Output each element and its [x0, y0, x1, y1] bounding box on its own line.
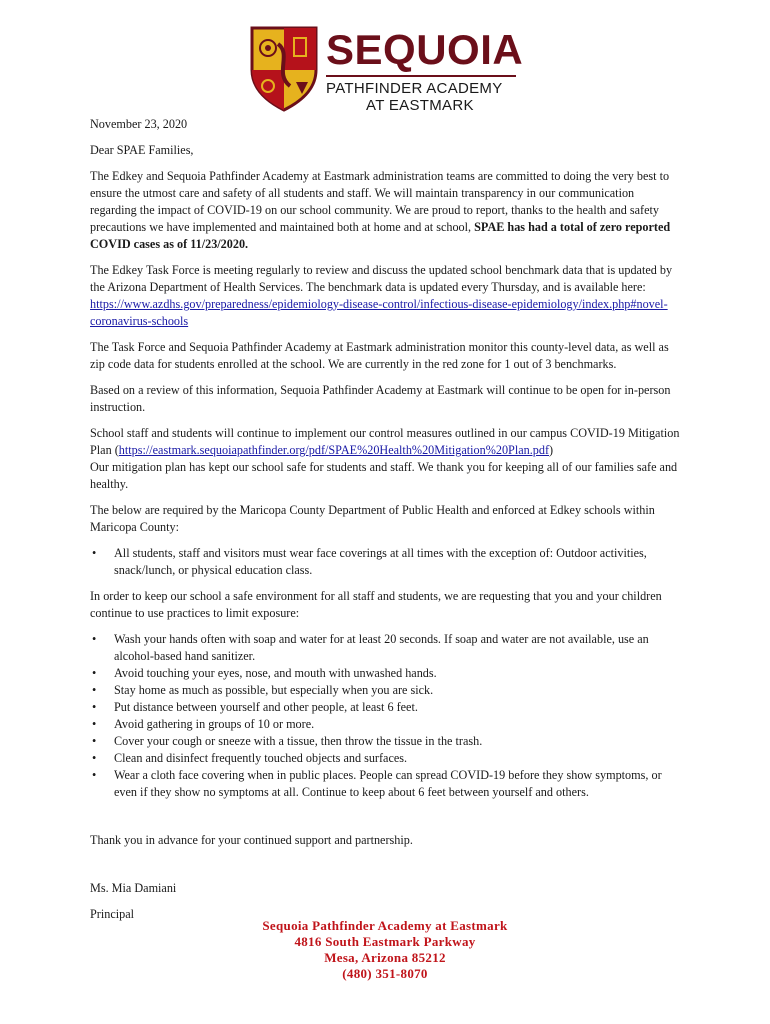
paragraph-in-person: Based on a review of this information, Sequoia Pathfinder Academy at Eastmark will continue to be open for in-person instruction.: [90, 383, 671, 414]
paragraph-county: The below are required by the Maricopa County Department of Public Health and enforced at Edkey schools within Maricopa County:: [90, 503, 655, 534]
county-requirements-list: [90, 545, 680, 579]
list-item: • Avoid touching your eyes, nose, and mouth with unwashed hands.: [90, 665, 680, 682]
letter-greeting: Dear SPAE Families,: [90, 143, 194, 157]
letter-body: [90, 116, 680, 932]
task-force-text: The Edkey Task Force is meeting regularly to review and discuss the updated school benchmark data that is updated by the Arizona Department of Health Services. The benchmark data is updated every Thursday, and is available here:: [90, 263, 673, 294]
list-item: • Wash your hands often with soap and water for at least 20 seconds. If soap and water are not available, use an alcohol-based hand sanitizer.: [90, 631, 680, 665]
letter-date: November 23, 2020: [90, 117, 188, 131]
mitigation-close: ): [549, 443, 554, 457]
list-item: • Put distance between yourself and other people, at least 6 feet.: [90, 699, 680, 716]
list-item: • Avoid gathering in groups of 10 or more.: [90, 716, 680, 733]
brand-rule: [326, 75, 516, 77]
mitigation-plan-link[interactable]: https://eastmark.sequoiapathfinder.org/pdf/SPAE%20Health%20Mitigation%20Plan.pdf: [118, 443, 550, 457]
footer-school-name: Sequoia Pathfinder Academy at Eastmark: [262, 918, 508, 933]
mitigation-text: School staff and students will continue to implement our control measures outlined in our campus COVID-19 Mitigation Plan (: [90, 426, 680, 457]
footer-city: Mesa, Arizona 85212: [324, 950, 446, 965]
footer-street: 4816 South Eastmark Parkway: [294, 934, 476, 949]
paragraph-monitoring: The Task Force and Sequoia Pathfinder Academy at Eastmark administration monitor this county-level data, as well as zip code data for students enrolled at the school. We are currently in the red zone for 1 out of 3 benchmarks.: [90, 340, 669, 371]
paragraph-task-force: [90, 262, 680, 330]
letter-footer: [0, 918, 770, 982]
spacer: [90, 858, 680, 880]
spacer: [90, 810, 680, 832]
intro-highlight: SPAE has had a total of zero reported COVID cases as of 11/23/2020.: [90, 220, 671, 251]
brand-wordmark: [326, 24, 523, 114]
school-crest-logo: [248, 24, 320, 112]
list-item: • Wear a cloth face covering when in public places. People can spread COVID-19 before they show symptoms, or even if they show no symptoms at all. Continue to keep about 6 feet between yourself and others.: [90, 767, 680, 801]
signer-title: Principal: [90, 907, 135, 921]
paragraph-intro: [90, 168, 680, 253]
mitigation-line2: Our mitigation plan has kept our school safe for students and staff. We thank you for keeping all of our families safe and healthy.: [90, 460, 678, 491]
list-item: • All students, staff and visitors must wear face coverings at all times with the exception of: Outdoor activities, snack/lunch, or physical education class.: [90, 545, 680, 579]
list-item: • Stay home as much as possible, but especially when you are sick.: [90, 682, 680, 699]
closing-line: Thank you in advance for your continued support and partnership.: [90, 833, 413, 847]
signer-name: Ms. Mia Damiani: [90, 881, 177, 895]
list-item: • Cover your cough or sneeze with a tissue, then throw the tissue in the trash.: [90, 733, 680, 750]
practices-list: [90, 631, 680, 801]
letterhead: [248, 24, 528, 114]
list-item: • Clean and disinfect frequently touched objects and surfaces.: [90, 750, 680, 767]
brand-subtitle: PATHFINDER ACADEMY: [326, 80, 503, 97]
azdhs-link[interactable]: https://www.azdhs.gov/preparedness/epidemiology-disease-control/infectious-disease-epidemiology/index.php#novel-coronavirus-schools: [90, 297, 668, 328]
intro-text: The Edkey and Sequoia Pathfinder Academy at Eastmark administration teams are committed to doing the very best to ensure the utmost care and safety of all students and staff. We will maintain transparency in our communication regarding the impact of COVID-19 on our school community. We are proud to report, thanks to the health and safety precautions we have implemented and maintained both at home and at school,: [90, 169, 670, 234]
footer-phone: (480) 351-8070: [342, 966, 428, 981]
brand-name: SEQUOIA: [326, 26, 524, 73]
paragraph-practices: In order to keep our school a safe environment for all staff and students, we are requesting that you and your children continue to use practices to limit exposure:: [90, 589, 662, 620]
paragraph-mitigation: [90, 425, 680, 493]
brand-subtitle-2: AT EASTMARK: [366, 97, 474, 114]
